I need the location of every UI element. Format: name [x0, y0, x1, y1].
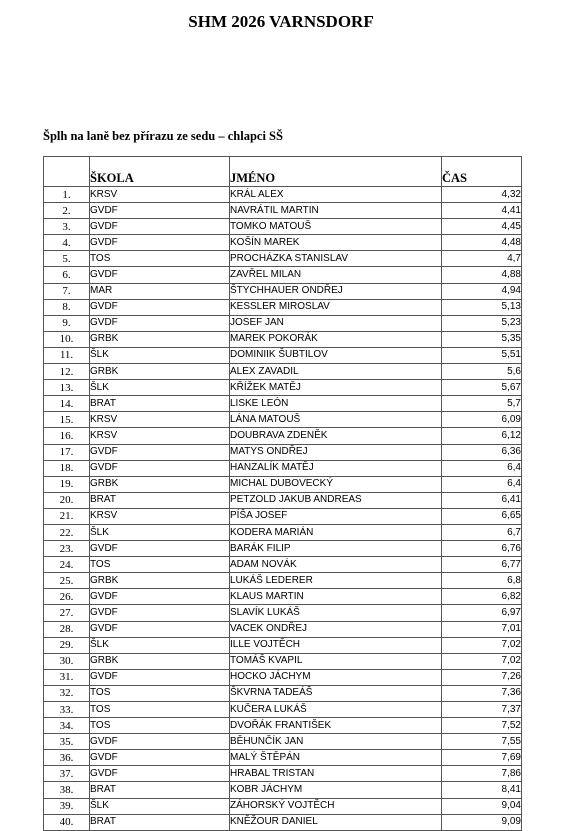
name-cell: ŠKVRNA TADEÁŠ — [230, 685, 442, 701]
name-cell: ALEX ZAVADIL — [230, 364, 442, 380]
name-cell: KODERA MARIÁN — [230, 524, 442, 540]
name-cell: DVOŘÁK FRANTIŠEK — [230, 718, 442, 734]
rank-cell: 25. — [44, 573, 90, 589]
rank-cell: 9. — [44, 315, 90, 331]
table-row — [44, 702, 522, 718]
table-row — [44, 557, 522, 573]
table-row — [44, 685, 522, 701]
time-cell: 5,6 — [442, 364, 522, 380]
school-cell: ŠLK — [90, 637, 230, 653]
time-cell: 4,32 — [442, 187, 522, 203]
rank-cell: 32. — [44, 685, 90, 701]
name-cell: TOMÁŠ KVAPIL — [230, 653, 442, 669]
school-cell: GRBK — [90, 573, 230, 589]
table-row — [44, 782, 522, 798]
time-cell: 7,02 — [442, 653, 522, 669]
rank-cell: 35. — [44, 734, 90, 750]
name-cell: KESSLER MIROSLAV — [230, 299, 442, 315]
time-cell: 5,35 — [442, 331, 522, 347]
time-cell: 4,45 — [442, 219, 522, 235]
school-cell: KRSV — [90, 428, 230, 444]
name-cell: ILLE VOJTĚCH — [230, 637, 442, 653]
rank-cell: 31. — [44, 669, 90, 685]
school-cell: TOS — [90, 702, 230, 718]
table-row — [44, 766, 522, 782]
school-cell: MAR — [90, 283, 230, 299]
time-cell: 5,23 — [442, 315, 522, 331]
name-cell: KLAUS MARTIN — [230, 589, 442, 605]
rank-cell: 2. — [44, 203, 90, 219]
time-cell: 9,09 — [442, 814, 522, 830]
rank-cell: 5. — [44, 251, 90, 267]
page-title: SHM 2026 VARNSDORF — [188, 12, 374, 31]
name-cell: TOMKO MATOUŠ — [230, 219, 442, 235]
name-cell: NAVRÁTIL MARTIN — [230, 203, 442, 219]
table-row — [44, 412, 522, 428]
rank-cell: 16. — [44, 428, 90, 444]
header-rank — [44, 157, 90, 187]
table-row — [44, 653, 522, 669]
school-cell: BRAT — [90, 492, 230, 508]
time-cell: 4,48 — [442, 235, 522, 251]
school-cell: GVDF — [90, 267, 230, 283]
name-cell: VACEK ONDŘEJ — [230, 621, 442, 637]
name-cell: DOUBRAVA ZDENĚK — [230, 428, 442, 444]
school-cell: GVDF — [90, 315, 230, 331]
time-cell: 7,02 — [442, 637, 522, 653]
time-cell: 6,7 — [442, 524, 522, 540]
name-cell: MAREK POKORÁK — [230, 331, 442, 347]
name-cell: DOMINIIK ŠUBTILOV — [230, 347, 442, 363]
time-cell: 6,4 — [442, 476, 522, 492]
table-row — [44, 251, 522, 267]
school-cell: GVDF — [90, 589, 230, 605]
rank-cell: 18. — [44, 460, 90, 476]
table-row — [44, 331, 522, 347]
table-row — [44, 621, 522, 637]
school-cell: TOS — [90, 685, 230, 701]
time-cell: 7,26 — [442, 669, 522, 685]
rank-cell: 1. — [44, 187, 90, 203]
time-cell: 5,51 — [442, 347, 522, 363]
name-cell: BĚHUNČÍK JAN — [230, 734, 442, 750]
rank-cell: 29. — [44, 637, 90, 653]
table-row — [44, 235, 522, 251]
rank-cell: 17. — [44, 444, 90, 460]
school-cell: BRAT — [90, 782, 230, 798]
time-cell: 8,41 — [442, 782, 522, 798]
table-row — [44, 460, 522, 476]
time-cell: 6,76 — [442, 541, 522, 557]
name-cell: KOBR JÁCHYM — [230, 782, 442, 798]
header-time: ČAS — [442, 157, 522, 187]
school-cell: GVDF — [90, 621, 230, 637]
rank-cell: 11. — [44, 347, 90, 363]
school-cell: GVDF — [90, 669, 230, 685]
table-row — [44, 380, 522, 396]
rank-cell: 21. — [44, 508, 90, 524]
school-cell: GRBK — [90, 476, 230, 492]
rank-cell: 27. — [44, 605, 90, 621]
name-cell: MATYS ONDŘEJ — [230, 444, 442, 460]
rank-cell: 8. — [44, 299, 90, 315]
name-cell: KŘÍŽEK MATĚJ — [230, 380, 442, 396]
rank-cell: 39. — [44, 798, 90, 814]
school-cell: GVDF — [90, 460, 230, 476]
time-cell: 6,12 — [442, 428, 522, 444]
rank-cell: 23. — [44, 541, 90, 557]
table-row — [44, 814, 522, 830]
rank-cell: 28. — [44, 621, 90, 637]
time-cell: 6,09 — [442, 412, 522, 428]
table-row — [44, 203, 522, 219]
header-row — [44, 157, 522, 187]
table-row — [44, 444, 522, 460]
table-row — [44, 299, 522, 315]
table-row — [44, 508, 522, 524]
rank-cell: 36. — [44, 750, 90, 766]
name-cell: KUČERA LUKÁŠ — [230, 702, 442, 718]
name-cell: MALÝ ŠTĚPÁN — [230, 750, 442, 766]
rank-cell: 6. — [44, 267, 90, 283]
school-cell: TOS — [90, 557, 230, 573]
rank-cell: 33. — [44, 702, 90, 718]
rank-cell: 22. — [44, 524, 90, 540]
name-cell: PÍŠA JOSEF — [230, 508, 442, 524]
time-cell: 6,65 — [442, 508, 522, 524]
table-row — [44, 589, 522, 605]
school-cell: GVDF — [90, 203, 230, 219]
time-cell: 6,82 — [442, 589, 522, 605]
rank-cell: 19. — [44, 476, 90, 492]
table-row — [44, 798, 522, 814]
time-cell: 5,7 — [442, 396, 522, 412]
name-cell: PROCHÁZKA STANISLAV — [230, 251, 442, 267]
time-cell: 6,36 — [442, 444, 522, 460]
table-row — [44, 718, 522, 734]
table-row — [44, 524, 522, 540]
name-cell: LÁNA MATOUŠ — [230, 412, 442, 428]
rank-cell: 13. — [44, 380, 90, 396]
table-row — [44, 750, 522, 766]
school-cell: GVDF — [90, 219, 230, 235]
school-cell: GVDF — [90, 766, 230, 782]
school-cell: TOS — [90, 718, 230, 734]
time-cell: 9,04 — [442, 798, 522, 814]
time-cell: 7,52 — [442, 718, 522, 734]
school-cell: ŠLK — [90, 524, 230, 540]
name-cell: SLAVÍK LUKÁŠ — [230, 605, 442, 621]
school-cell: KRSV — [90, 508, 230, 524]
name-cell: ŠTYCHHAUER ONDŘEJ — [230, 283, 442, 299]
school-cell: GRBK — [90, 364, 230, 380]
table-row — [44, 605, 522, 621]
time-cell: 6,77 — [442, 557, 522, 573]
name-cell: HRABAL TRISTAN — [230, 766, 442, 782]
school-cell: GRBK — [90, 331, 230, 347]
table-row — [44, 364, 522, 380]
time-cell: 6,41 — [442, 492, 522, 508]
school-cell: KRSV — [90, 187, 230, 203]
table-row — [44, 267, 522, 283]
school-cell: TOS — [90, 251, 230, 267]
time-cell: 6,4 — [442, 460, 522, 476]
name-cell: ZÁHORSKÝ VOJTĚCH — [230, 798, 442, 814]
rank-cell: 38. — [44, 782, 90, 798]
table-row — [44, 669, 522, 685]
school-cell: GVDF — [90, 444, 230, 460]
time-cell: 4,41 — [442, 203, 522, 219]
rank-cell: 15. — [44, 412, 90, 428]
school-cell: GVDF — [90, 605, 230, 621]
school-cell: GVDF — [90, 750, 230, 766]
table-row — [44, 734, 522, 750]
school-cell: GVDF — [90, 299, 230, 315]
rank-cell: 3. — [44, 219, 90, 235]
name-cell: KRÁL ALEX — [230, 187, 442, 203]
rank-cell: 40. — [44, 814, 90, 830]
results-table — [43, 156, 522, 831]
table-row — [44, 396, 522, 412]
name-cell: ZAVŘEL MILAN — [230, 267, 442, 283]
school-cell: GRBK — [90, 653, 230, 669]
rank-cell: 12. — [44, 364, 90, 380]
time-cell: 5,13 — [442, 299, 522, 315]
name-cell: KOŠÍN MAREK — [230, 235, 442, 251]
time-cell: 6,97 — [442, 605, 522, 621]
table-row — [44, 347, 522, 363]
header-name: JMÉNO — [230, 157, 442, 187]
time-cell: 7,86 — [442, 766, 522, 782]
rank-cell: 34. — [44, 718, 90, 734]
school-cell: KRSV — [90, 412, 230, 428]
table-row — [44, 187, 522, 203]
name-cell: LISKE LEÓN — [230, 396, 442, 412]
school-cell: GVDF — [90, 734, 230, 750]
name-cell: MICHAL DUBOVECKÝ — [230, 476, 442, 492]
school-cell: ŠLK — [90, 380, 230, 396]
school-cell: GVDF — [90, 541, 230, 557]
table-row — [44, 541, 522, 557]
name-cell: HANZALÍK MATĚJ — [230, 460, 442, 476]
time-cell: 4,7 — [442, 251, 522, 267]
table-row — [44, 283, 522, 299]
rank-cell: 30. — [44, 653, 90, 669]
name-cell: LUKÁŠ LEDERER — [230, 573, 442, 589]
table-row — [44, 315, 522, 331]
rank-cell: 4. — [44, 235, 90, 251]
table-row — [44, 573, 522, 589]
rank-cell: 7. — [44, 283, 90, 299]
rank-cell: 26. — [44, 589, 90, 605]
table-row — [44, 428, 522, 444]
name-cell: KNĚŽOUR DANIEL — [230, 814, 442, 830]
time-cell: 7,36 — [442, 685, 522, 701]
table-row — [44, 476, 522, 492]
time-cell: 7,69 — [442, 750, 522, 766]
discipline-subtitle: Šplh na laně bez přírazu ze sedu – chlapci SŠ — [43, 129, 283, 143]
time-cell: 7,55 — [442, 734, 522, 750]
name-cell: BARÁK FILIP — [230, 541, 442, 557]
rank-cell: 14. — [44, 396, 90, 412]
table-row — [44, 492, 522, 508]
rank-cell: 20. — [44, 492, 90, 508]
time-cell: 5,67 — [442, 380, 522, 396]
school-cell: BRAT — [90, 814, 230, 830]
time-cell: 4,94 — [442, 283, 522, 299]
name-cell: PETZOLD JAKUB ANDREAS — [230, 492, 442, 508]
name-cell: HOCKO JÁCHYM — [230, 669, 442, 685]
rank-cell: 37. — [44, 766, 90, 782]
table-row — [44, 219, 522, 235]
school-cell: ŠLK — [90, 347, 230, 363]
school-cell: GVDF — [90, 235, 230, 251]
name-cell: JOSEF JAN — [230, 315, 442, 331]
name-cell: ADAM NOVÁK — [230, 557, 442, 573]
school-cell: BRAT — [90, 396, 230, 412]
time-cell: 7,01 — [442, 621, 522, 637]
time-cell: 6,8 — [442, 573, 522, 589]
header-school: ŠKOLA — [90, 157, 230, 187]
time-cell: 4,88 — [442, 267, 522, 283]
rank-cell: 24. — [44, 557, 90, 573]
rank-cell: 10. — [44, 331, 90, 347]
table-row — [44, 637, 522, 653]
school-cell: ŠLK — [90, 798, 230, 814]
time-cell: 7,37 — [442, 702, 522, 718]
